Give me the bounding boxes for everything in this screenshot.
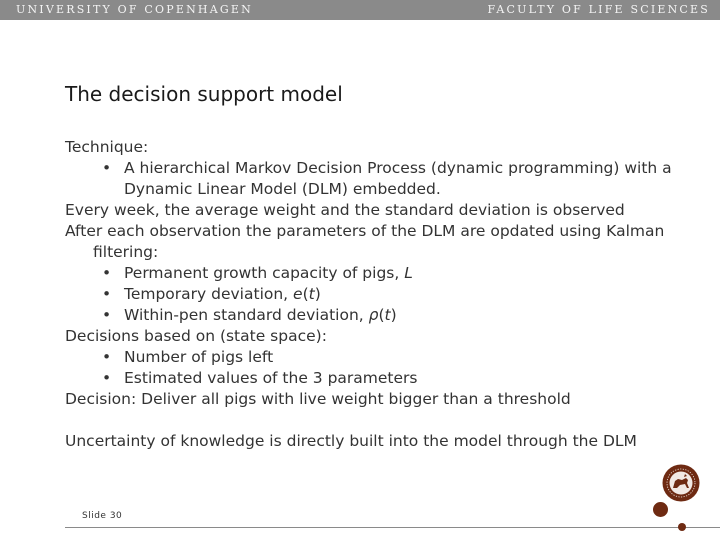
list-item: [65, 263, 705, 284]
uncertainty-text: Uncertainty of knowledge is directly built into the model through the DLM: [65, 432, 637, 450]
bullet: •: [102, 264, 112, 282]
math-argument: t: [308, 285, 315, 303]
slide-number: Slide 30: [82, 511, 123, 521]
university-seal-icon: [662, 464, 700, 502]
list-item-text: Temporary deviation,: [124, 285, 294, 303]
bullet: •: [102, 159, 112, 177]
list-item: • Temporary deviation, e(t): [102, 285, 321, 303]
bullet: •: [102, 285, 112, 303]
bullet: •: [102, 306, 112, 324]
slide-title: The decision support model: [65, 82, 343, 106]
list-item: • Within-pen standard deviation, ρ(t): [102, 306, 397, 324]
bullet: •: [102, 369, 112, 387]
header-bar: [0, 0, 720, 20]
decorative-dot: [678, 523, 686, 531]
bullet: •: [102, 348, 112, 366]
list-item: [65, 368, 705, 389]
weekly-observation-text: Every week, the average weight and the standard deviation is observed: [65, 201, 625, 219]
spacer: [65, 410, 705, 431]
math-symbol: e: [293, 285, 303, 303]
university-name: UNIVERSITY OF COPENHAGEN: [16, 3, 253, 16]
list-item-text: Within-pen standard deviation,: [124, 306, 369, 324]
kalman-update-text: After each observation the parameters of the DLM are opdated using Kalman: [65, 222, 665, 240]
list-item: [65, 158, 705, 179]
list-item-text: A hierarchical Markov Decision Process (dynamic programming) with a: [124, 159, 672, 177]
decision-text: Decision: Deliver all pigs with live weight bigger than a threshold: [65, 390, 571, 408]
kalman-update-continuation: filtering:: [93, 243, 159, 261]
list-item-continuation: Dynamic Linear Model (DLM) embedded.: [124, 180, 441, 198]
list-item-text: Permanent growth capacity of pigs,: [124, 264, 405, 282]
technique-heading: Technique:: [65, 138, 149, 156]
math-symbol: L: [404, 264, 413, 282]
list-item: [65, 347, 705, 368]
slide-body: [65, 137, 705, 452]
math-argument: t: [384, 306, 391, 324]
footer-divider: [65, 527, 720, 528]
math-symbol: ρ: [368, 306, 379, 324]
faculty-name: FACULTY OF LIFE SCIENCES: [487, 3, 710, 16]
decorative-dot: [653, 502, 668, 517]
decisions-heading: Decisions based on (state space):: [65, 327, 327, 345]
list-item-text: Number of pigs left: [124, 348, 274, 366]
list-item-text: Estimated values of the 3 parameters: [124, 369, 418, 387]
